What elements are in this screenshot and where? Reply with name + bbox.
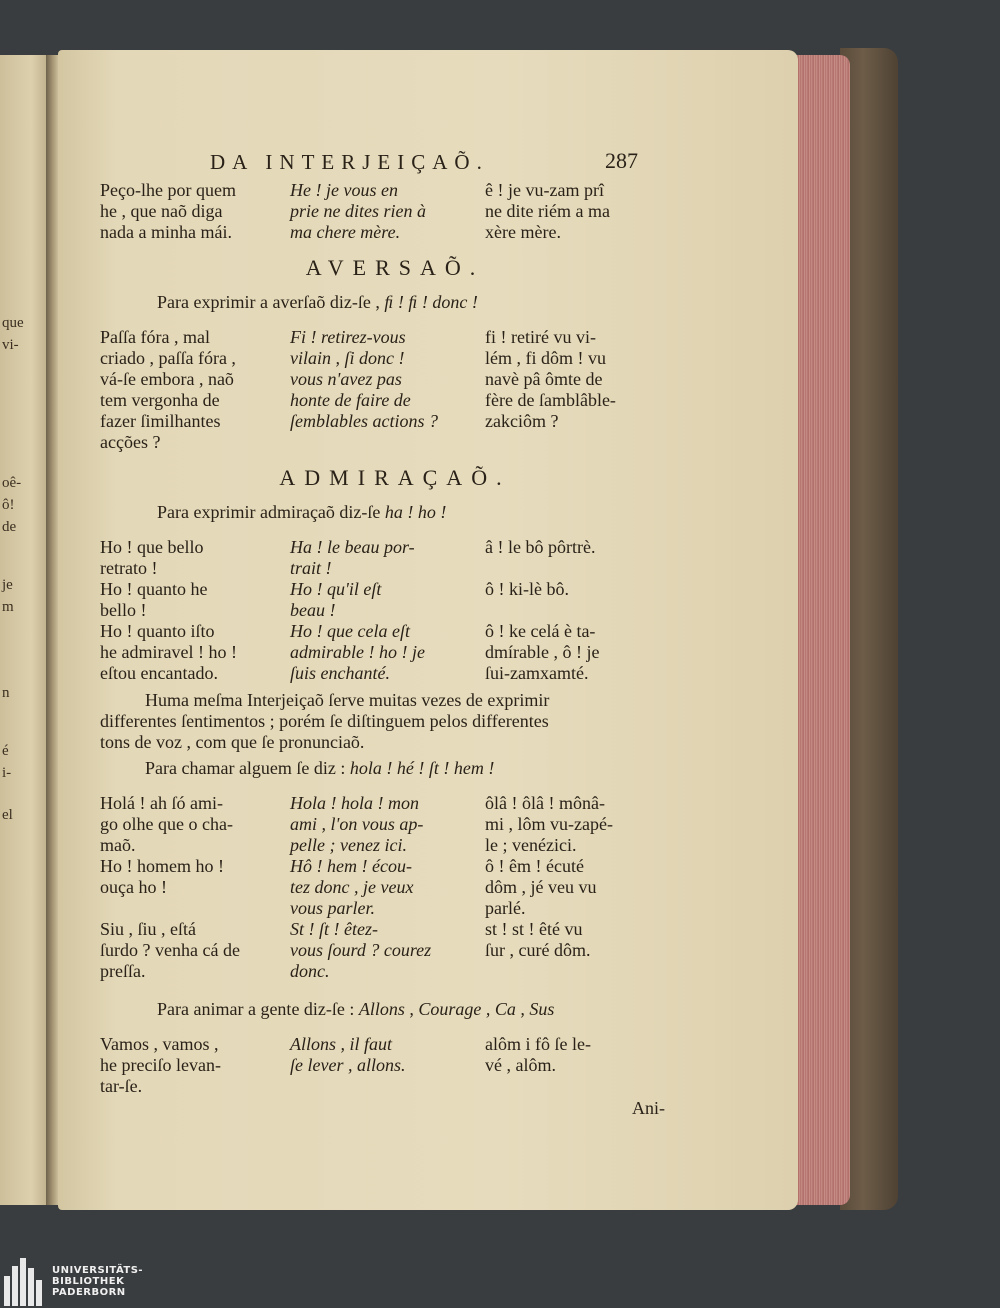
french-cell: beau ! xyxy=(290,600,336,620)
french-cell: Hô ! hem ! écou- xyxy=(290,856,412,876)
left-fragment: oê- xyxy=(2,475,22,491)
table-row xyxy=(100,369,690,390)
section-title-admiracao: ADMIRAÇAÕ. xyxy=(279,465,511,490)
pronunciation-cell: ſur , curé dôm. xyxy=(485,940,591,960)
block1-table xyxy=(100,180,690,243)
portuguese-cell: Holá ! ah ſó ami- xyxy=(100,793,223,813)
pronunciation-cell: ô ! ke celá è ta- xyxy=(485,621,596,641)
pronunciation-cell: xère mère. xyxy=(485,222,561,242)
table-row xyxy=(100,961,690,982)
french-cell: prie ne dites rien à xyxy=(290,201,426,221)
pronunciation-cell: lém , fi dôm ! vu xyxy=(485,348,606,368)
portuguese-cell: Ho ! quanto iſto xyxy=(100,621,215,641)
portuguese-cell: he admiravel ! ho ! xyxy=(100,642,237,662)
admiracao-table xyxy=(100,537,690,684)
french-cell: donc. xyxy=(290,961,330,981)
left-page-edge xyxy=(0,55,52,1205)
library-logo-text xyxy=(52,1265,143,1298)
french-cell: pelle ; venez ici. xyxy=(290,835,407,855)
pronunciation-cell: â ! le bô pôrtrè. xyxy=(485,537,596,557)
intro-text: Para chamar alguem ſe diz : xyxy=(145,758,346,778)
running-head: DA INTERJEIÇAÕ. xyxy=(210,150,489,174)
portuguese-cell: maõ. xyxy=(100,835,136,855)
french-cell: Fi ! retirez-vous xyxy=(290,327,406,347)
portuguese-cell: vá-ſe embora , naõ xyxy=(100,369,234,389)
french-cell: honte de faire de xyxy=(290,390,411,410)
table-row xyxy=(100,600,690,621)
table-row xyxy=(100,390,690,411)
admiracao-intro xyxy=(100,501,690,523)
french-cell: vous ſourd ? courez xyxy=(290,940,432,960)
logo-line: UNIVERSITÄTS- xyxy=(52,1265,144,1276)
portuguese-cell: Ho ! que bello xyxy=(100,537,204,557)
table-row xyxy=(100,1076,690,1097)
pronunciation-cell: dôm , jé veu vu xyxy=(485,877,597,897)
portuguese-cell: criado , paſſa fóra , xyxy=(100,348,236,368)
intro-text: Para exprimir a averſaõ diz-ſe , xyxy=(157,292,380,312)
spacer xyxy=(100,982,690,994)
table-row xyxy=(100,327,690,348)
french-cell: ſemblables actions ? xyxy=(290,411,438,431)
intro-text: Para animar a gente diz-ſe : xyxy=(157,999,355,1019)
portuguese-cell: fazer ſimilhantes xyxy=(100,411,221,431)
table-row xyxy=(100,537,690,558)
french-cell: He ! je vous en xyxy=(290,180,398,200)
table-row xyxy=(100,201,690,222)
left-fragment: é xyxy=(2,743,9,759)
aversao-intro xyxy=(100,291,690,313)
portuguese-cell: he , que naõ diga xyxy=(100,201,223,221)
portuguese-cell: Ho ! homem ho ! xyxy=(100,856,224,876)
pronunciation-cell: dmírable , ô ! je xyxy=(485,642,600,662)
table-row xyxy=(100,814,690,835)
french-cell: St ! ſt ! êtez- xyxy=(290,919,378,939)
pronunciation-cell: ê ! je vu-zam prî xyxy=(485,180,604,200)
chamar-intro xyxy=(100,757,690,779)
left-fragment: n xyxy=(2,685,10,701)
left-fragment: ô! xyxy=(2,497,15,513)
french-cell: tez donc , je veux xyxy=(290,877,414,897)
table-row xyxy=(100,919,690,940)
portuguese-cell: acções ? xyxy=(100,432,161,452)
aversao-table xyxy=(100,327,690,453)
table-row xyxy=(100,348,690,369)
portuguese-cell: ſurdo ? venha cá de xyxy=(100,940,240,960)
table-row xyxy=(100,1055,690,1076)
french-cell: Allons , il faut xyxy=(290,1034,393,1054)
portuguese-cell: go olhe que o cha- xyxy=(100,814,233,834)
table-row xyxy=(100,856,690,877)
french-cell: ma chere mère. xyxy=(290,222,401,242)
intro-text: Para exprimir admiraçaõ diz-ſe xyxy=(157,502,381,522)
french-cell: Hola ! hola ! mon xyxy=(290,793,419,813)
logo-line: PADERBORN xyxy=(52,1287,126,1298)
french-cell: Ho ! qu'il eſt xyxy=(290,579,382,599)
chamar-table xyxy=(100,793,690,982)
table-row xyxy=(100,558,690,579)
french-cell: Ho ! que cela eſt xyxy=(290,621,410,641)
paragraph-line: tons de voz , com que ſe pronunciaõ. xyxy=(100,732,365,752)
page-number: 287 xyxy=(605,148,638,173)
portuguese-cell: Vamos , vamos , xyxy=(100,1034,219,1054)
pronunciation-cell xyxy=(485,432,680,453)
pronunciation-cell xyxy=(485,961,680,982)
french-cell: admirable ! ho ! je xyxy=(290,642,425,662)
left-fragment: vi- xyxy=(2,337,19,353)
table-row xyxy=(100,180,690,201)
table-row xyxy=(100,940,690,961)
table-row xyxy=(100,579,690,600)
portuguese-cell: he preciſo levan- xyxy=(100,1055,221,1075)
portuguese-cell: bello ! xyxy=(100,600,147,620)
french-cell: trait ! xyxy=(290,558,332,578)
pronunciation-cell: alôm i fô ſe le- xyxy=(485,1034,591,1054)
table-row xyxy=(100,621,690,642)
french-cell: ſe lever , allons. xyxy=(290,1055,406,1075)
pronunciation-cell: le ; venézici. xyxy=(485,835,577,855)
portuguese-cell: eſtou encantado. xyxy=(100,663,218,683)
library-logo xyxy=(0,1255,160,1308)
portuguese-cell: retrato ! xyxy=(100,558,158,578)
pronunciation-cell xyxy=(485,558,680,579)
pronunciation-cell xyxy=(485,600,680,621)
table-row xyxy=(100,877,690,898)
pronunciation-cell: ne dite riém a ma xyxy=(485,201,610,221)
paragraph-line: differentes ſentimentos ; porém ſe diſtinguem pelos differentes xyxy=(100,711,549,731)
left-fragment: que xyxy=(2,315,24,331)
pronunciation-cell: fère de ſamblâble- xyxy=(485,390,616,410)
portuguese-cell: Paſſa fóra , mal xyxy=(100,327,210,347)
portuguese-cell: nada a minha mái. xyxy=(100,222,232,242)
table-row xyxy=(100,1034,690,1055)
pronunciation-cell: fi ! retiré vu vi- xyxy=(485,327,596,347)
left-fragment: m xyxy=(2,599,14,615)
french-cell: vous n'avez pas xyxy=(290,369,402,389)
page-fore-edge xyxy=(790,55,850,1205)
portuguese-cell: preſſa. xyxy=(100,961,146,981)
table-row xyxy=(100,835,690,856)
pronunciation-cell: ôlâ ! ôlâ ! mônâ- xyxy=(485,793,605,813)
logo-line: BIBLIOTHEK xyxy=(52,1276,125,1287)
paragraph-line: Huma meſma Interjeiçaõ ſerve muitas vezes de exprimir xyxy=(145,690,550,710)
french-cell: ami , l'on vous ap- xyxy=(290,814,424,834)
pronunciation-cell: parlé. xyxy=(485,898,526,918)
portuguese-cell: Ho ! quanto he xyxy=(100,579,208,599)
portuguese-cell: Siu , ſiu , eſtá xyxy=(100,919,196,939)
pronunciation-cell: mi , lôm vu-zapé- xyxy=(485,814,613,834)
french-cell: ſuis enchanté. xyxy=(290,663,390,683)
library-logo-icon xyxy=(0,1258,52,1306)
french-cell xyxy=(290,432,485,453)
french-cell: vilain , ſi donc ! xyxy=(290,348,405,368)
intro-examples: ha ! ho ! xyxy=(384,502,447,522)
body-paragraph xyxy=(100,690,690,753)
left-fragment: i- xyxy=(2,765,12,781)
table-row xyxy=(100,411,690,432)
intro-examples: Allons , Courage , Ca , Sus xyxy=(358,999,555,1019)
portuguese-cell: Peço-lhe por quem xyxy=(100,180,236,200)
pronunciation-cell: navè pâ ômte de xyxy=(485,369,603,389)
pronunciation-cell: st ! st ! êté vu xyxy=(485,919,583,939)
table-row xyxy=(100,663,690,684)
pronunciation-cell: ô ! ki-lè bô. xyxy=(485,579,569,599)
portuguese-cell: tem vergonha de xyxy=(100,390,220,410)
left-fragment: je xyxy=(2,577,13,593)
portuguese-cell xyxy=(100,898,290,919)
table-row xyxy=(100,222,690,243)
section-title-aversao: AVERSAÕ. xyxy=(305,255,485,280)
portuguese-cell: tar-ſe. xyxy=(100,1076,143,1096)
pronunciation-cell: zakciôm ? xyxy=(485,411,559,431)
table-row xyxy=(100,432,690,453)
table-row xyxy=(100,642,690,663)
french-cell xyxy=(290,1076,485,1097)
animar-table xyxy=(100,1034,690,1097)
left-fragment: de xyxy=(2,519,17,535)
animar-intro xyxy=(100,998,690,1020)
intro-examples: ﬁ ! ﬁ ! donc ! xyxy=(384,292,478,312)
pronunciation-cell xyxy=(485,1076,680,1097)
intro-examples: hola ! hé ! ſt ! hem ! xyxy=(349,758,495,778)
catchword: Ani- xyxy=(632,1098,665,1118)
pronunciation-cell: ſui-zamxamté. xyxy=(485,663,589,683)
french-cell: Ha ! le beau por- xyxy=(290,537,415,557)
pronunciation-cell: ô ! êm ! écuté xyxy=(485,856,584,876)
table-row xyxy=(100,793,690,814)
page-content xyxy=(100,150,690,1119)
portuguese-cell: ouça ho ! xyxy=(100,877,167,897)
french-cell: vous parler. xyxy=(290,898,375,918)
left-fragment: el xyxy=(2,807,13,823)
pronunciation-cell: vé , alôm. xyxy=(485,1055,556,1075)
page-header xyxy=(100,150,690,180)
table-row xyxy=(100,898,690,919)
